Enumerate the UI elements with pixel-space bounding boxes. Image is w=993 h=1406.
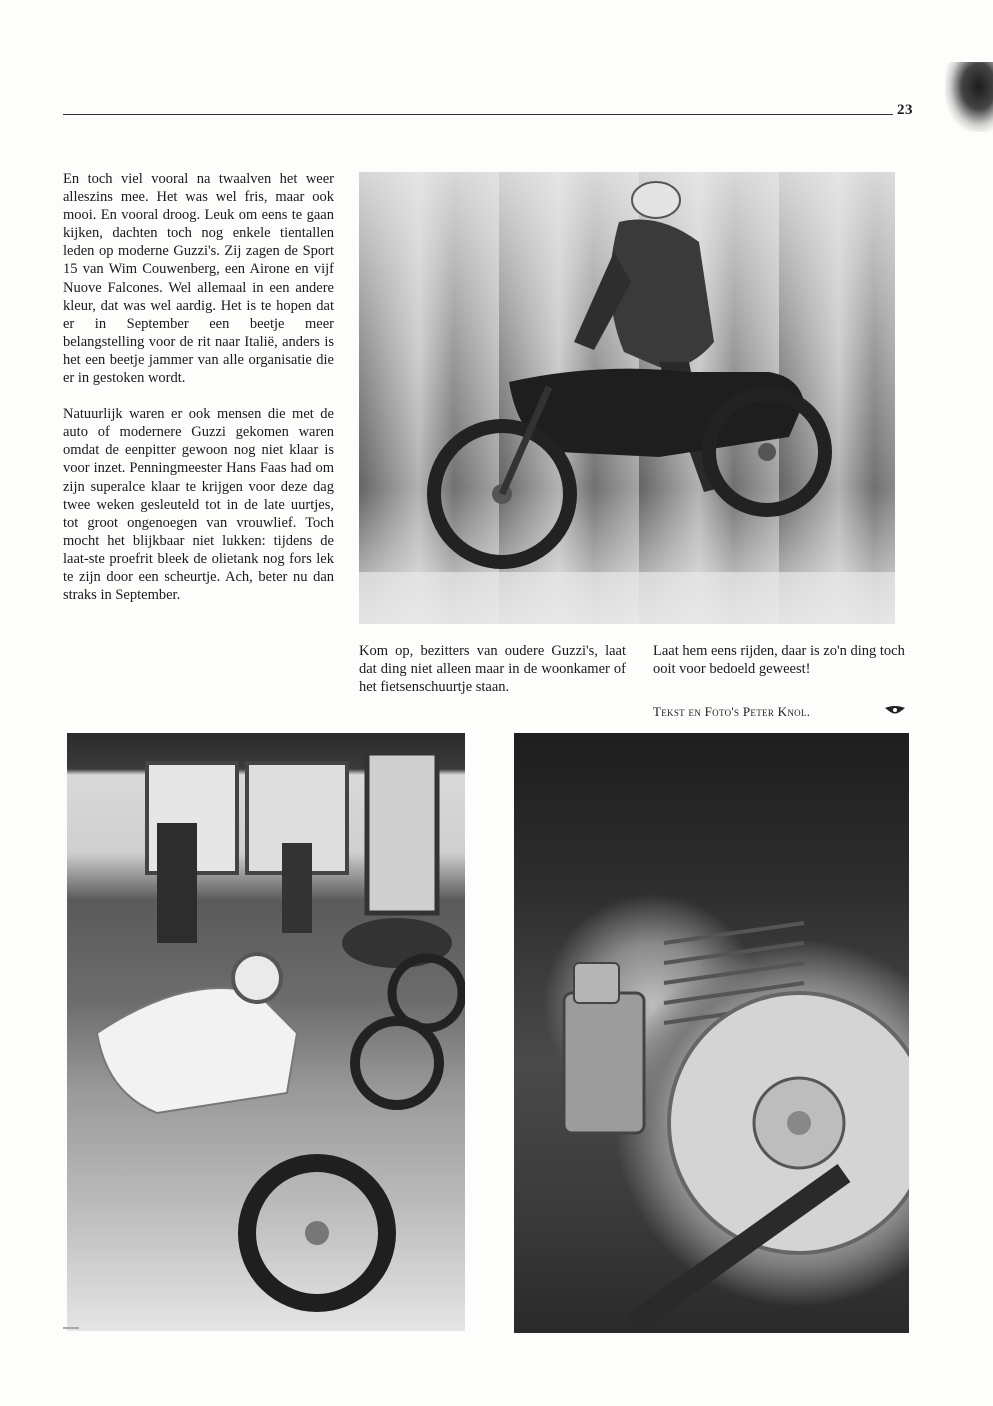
photo-parked-motorcycles xyxy=(67,733,465,1331)
parked-bikes-illustration xyxy=(67,733,465,1331)
caption-right: Laat hem eens rijden, daar is zo'n ding toch ooit voor bedoeld geweest! xyxy=(653,643,905,678)
photo-credit: Tekst en Foto's Peter Knol. xyxy=(653,704,811,719)
photo-engine-closeup xyxy=(514,733,909,1333)
engine-illustration xyxy=(514,733,909,1333)
club-logo-icon xyxy=(884,704,906,718)
article-paragraph-2: Natuurlijk waren er ook mensen die met de auto of modernere Guzzi gekomen waren omdat de eenpitter gewoon nog niet klaar is voor inzet. Penningmeester Hans Faas had om zijn superalce klaar te krijgen voor deze dag twee weken gesleuteld tot in de late uurtjes, tot groot ongenoegen van vrouwlief. Toch mocht het blijkbaar niet lukken: tijdens de laat-ste proefrit bleek de olietank nog fors lek te zijn door een scheurtje. Ach, beter nu dan straks in September. xyxy=(63,406,334,604)
article-paragraph-1: En toch viel vooral na twaalven het weer alleszins mee. Het was wel fris, maar ook mooi. En vooral droog. Leuk om eens te gaan kijken, dachten toch nog enkele tientallen leden op moderne Guzzi's. Zij zagen de Sport 15 van Wim Couwenberg, een Airone en vijf Nuove Falcones. Wel allemaal in een andere kleur, dat was wel aardig. Het is te hopen dat er in September een beetje meer belangstelling voor de rit naar Italië, anders is het een beetje jammer van alle organisatie die er in gestoken wordt. xyxy=(63,171,334,387)
article-body xyxy=(63,170,334,622)
rider-illustration xyxy=(359,172,895,624)
page-number: 23 xyxy=(897,102,913,118)
caption-middle: Kom op, bezitters van oudere Guzzi's, laat dat ding niet alleen maar in de woonkamer of het fietsenschuurtje staan. xyxy=(359,643,626,696)
footer-mark xyxy=(63,1327,79,1329)
photo-rider-on-motorcycle xyxy=(359,172,895,624)
header-rule xyxy=(63,114,893,115)
scan-corner-mark xyxy=(945,62,993,132)
